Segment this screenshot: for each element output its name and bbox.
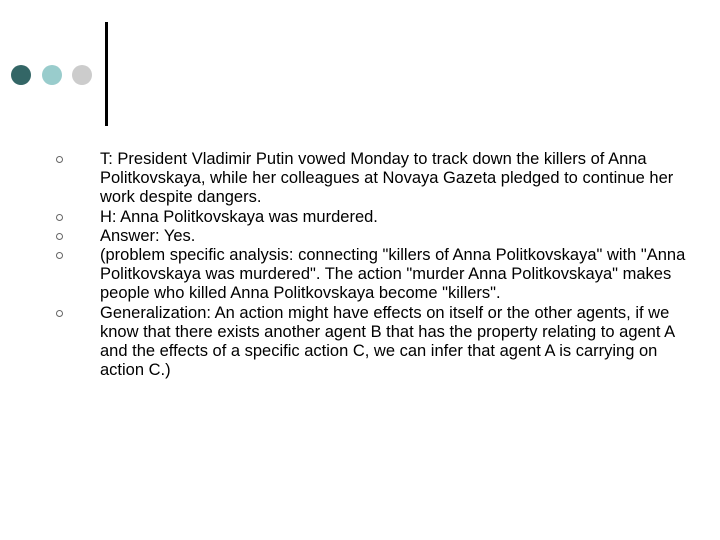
dot-gray-icon — [72, 65, 92, 85]
bullet-text: H: Anna Politkovskaya was murdered. — [100, 207, 378, 226]
bullet-text: (problem specific analysis: connecting "killers of Anna Politkovskaya" with "Anna Politkovskaya was murdered". The action "murder Anna Politkovskaya" makes people who killed Anna Politkovskaya become "killers". — [100, 246, 686, 303]
list-item — [56, 208, 696, 227]
hollow-circle-bullet-icon — [56, 156, 63, 163]
hollow-circle-bullet-icon — [56, 252, 63, 259]
bullet-text: Answer: Yes. — [100, 226, 196, 245]
dot-light-teal-icon — [42, 65, 62, 85]
list-item — [56, 150, 696, 208]
dot-dark-teal-icon — [11, 65, 31, 85]
bullet-list — [56, 150, 696, 380]
list-item — [56, 304, 696, 381]
title-divider-bar — [105, 22, 108, 126]
bullet-text: Generalization: An action might have effects on itself or the other agents, if we know that there exists another agent B that has the property relating to agent A and the effects of a specific action C, we can infer that agent A is carrying on action C.) — [100, 303, 675, 380]
hollow-circle-bullet-icon — [56, 233, 63, 240]
bullet-text: T: President Vladimir Putin vowed Monday to track down the killers of Anna Politkovskaya, while her colleagues at Novaya Gazeta pledged to continue her work despite dangers. — [100, 150, 674, 207]
hollow-circle-bullet-icon — [56, 310, 63, 317]
list-item — [56, 246, 696, 304]
list-item — [56, 227, 696, 246]
hollow-circle-bullet-icon — [56, 214, 63, 221]
